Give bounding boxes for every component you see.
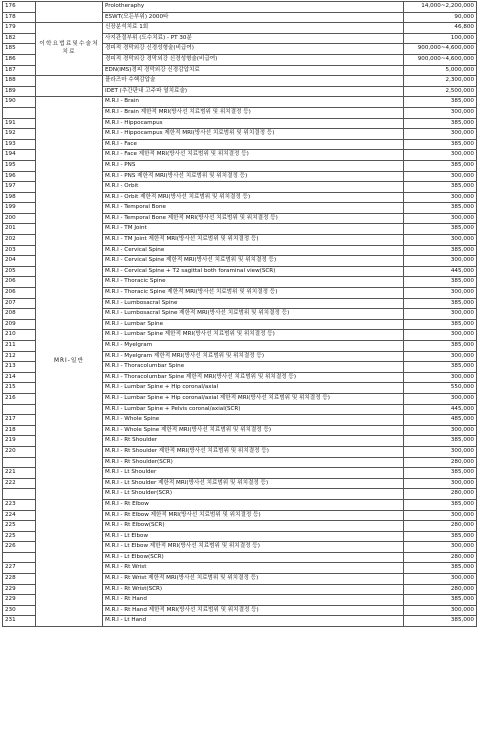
row-number: 208 [3, 309, 36, 320]
row-number: 176 [3, 2, 36, 13]
item-price: 300,000 [404, 256, 477, 267]
item-price: 300,000 [404, 393, 477, 404]
item-price: 300,000 [404, 171, 477, 182]
row-number: 209 [3, 319, 36, 330]
row-number: 204 [3, 256, 36, 267]
item-name: M.R.I - Lt Hand [103, 616, 404, 627]
category-label: 이학요법료및수술처치료 [39, 41, 99, 56]
item-price: 300,000 [404, 478, 477, 489]
row-number: 229 [3, 584, 36, 595]
item-price: 550,000 [404, 383, 477, 394]
item-name: 플라즈마 수핵감압술 [103, 76, 404, 87]
item-price: 485,000 [404, 415, 477, 426]
item-name: 사지관절부위 (도수치료) - PT 30분 [103, 33, 404, 44]
item-price: 385,000 [404, 436, 477, 447]
row-number: 224 [3, 510, 36, 521]
item-name: M.R.I - Lumbar Spine + Hip coronal/axial [103, 383, 404, 394]
row-number: 226 [3, 542, 36, 553]
item-name: M.R.I - Thoracolumbar Spine 제한적 MRI(방사선 치료범위 및 위치결정 등) [103, 372, 404, 383]
row-number: 212 [3, 351, 36, 362]
row-number: 222 [3, 478, 36, 489]
row-number: 185 [3, 44, 36, 55]
item-price: 385,000 [404, 563, 477, 574]
item-name: M.R.I - Rt Wrist [103, 563, 404, 574]
row-number: 227 [3, 563, 36, 574]
item-name: M.R.I - Cervical Spine [103, 245, 404, 256]
item-name: EDN(IMS)경피 경막외강 신경감압치료 [103, 65, 404, 76]
item-name: M.R.I - Temporal Bone 제한적 MRI(방사선 치료범위 및 위치결정 등) [103, 213, 404, 224]
row-number: 182 [3, 33, 36, 44]
item-name: M.R.I - Rt Elbow 제한적 MRI(방사선 치료범위 및 위치결정 등) [103, 510, 404, 521]
row-number: 218 [3, 425, 36, 436]
item-name: M.R.I - Myelgram [103, 341, 404, 352]
item-name: M.R.I - Lt Elbow(SCR) [103, 552, 404, 563]
row-number: 231 [3, 616, 36, 627]
item-name: M.R.I - Lumbosacral Spine 제한적 MRI(방사선 치료범위 및 위치결정 등) [103, 309, 404, 320]
row-number [3, 107, 36, 118]
item-name: M.R.I - Lumbar Spine + Hip coronal/axial 제한적 MRI(방사선 치료범위 및 위치결정 등) [103, 393, 404, 404]
item-name: M.R.I - Rt Wrist(SCR) [103, 584, 404, 595]
category-cell [36, 76, 103, 97]
item-price: 300,000 [404, 150, 477, 161]
row-number: 214 [3, 372, 36, 383]
row-number: 213 [3, 362, 36, 373]
item-price: 300,000 [404, 446, 477, 457]
item-price: 385,000 [404, 160, 477, 171]
item-price: 385,000 [404, 97, 477, 108]
item-name: 경피적 경막외강 경막외강 신경성형술(비급여) [103, 54, 404, 65]
item-price: 280,000 [404, 584, 477, 595]
row-number: 193 [3, 139, 36, 150]
item-name: M.R.I - Brain [103, 97, 404, 108]
item-price: 385,000 [404, 298, 477, 309]
row-number: 219 [3, 436, 36, 447]
item-price: 300,000 [404, 235, 477, 246]
item-name: M.R.I - Cervical Spine + T2 sagittal both foraminal view(SCR) [103, 266, 404, 277]
item-name: M.R.I - Hippocampus 제한적 MRI(방사선 치료범위 및 위치결정 등) [103, 129, 404, 140]
item-price: 300,000 [404, 510, 477, 521]
item-price: 280,000 [404, 457, 477, 468]
item-name: ESWT(모든부위) 2000타 [103, 12, 404, 23]
item-price: 385,000 [404, 245, 477, 256]
row-number: 192 [3, 129, 36, 140]
item-price: 300,000 [404, 351, 477, 362]
row-number: 217 [3, 415, 36, 426]
table-row [3, 2, 477, 13]
item-name: M.R.I - Lumbar Spine + Pelvis coronal/axial(SCR) [103, 404, 404, 415]
row-number [3, 489, 36, 500]
item-price: 100,000 [404, 33, 477, 44]
row-number: 215 [3, 383, 36, 394]
item-price: 385,000 [404, 362, 477, 373]
item-name: M.R.I - Orbit [103, 182, 404, 193]
row-number [3, 457, 36, 468]
row-number: 186 [3, 54, 36, 65]
item-price: 385,000 [404, 468, 477, 479]
item-price: 14,000~2,200,000 [404, 2, 477, 13]
row-number: 210 [3, 330, 36, 341]
item-price: 46,800 [404, 23, 477, 34]
item-price: 300,000 [404, 309, 477, 320]
item-price: 300,000 [404, 288, 477, 299]
row-number: 225 [3, 531, 36, 542]
fee-table [2, 1, 477, 627]
item-name: M.R.I - Rt Shoulder(SCR) [103, 457, 404, 468]
item-price: 90,000 [404, 12, 477, 23]
row-number: 207 [3, 298, 36, 309]
row-number: 230 [3, 605, 36, 616]
item-name: M.R.I - Rt Wrist 제한적 MRI(방사선 치료범위 및 위치결정 등) [103, 574, 404, 585]
item-price: 280,000 [404, 521, 477, 532]
item-price: 445,000 [404, 404, 477, 415]
item-name: M.R.I - Face 제한적 MRI(방사선 치료범위 및 위치결정 등) [103, 150, 404, 161]
row-number: 206 [3, 288, 36, 299]
item-price: 280,000 [404, 489, 477, 500]
item-price: 385,000 [404, 277, 477, 288]
row-number: 211 [3, 341, 36, 352]
table-row [3, 76, 477, 87]
item-name: M.R.I - Cervical Spine 제한적 MRI(방사선 치료범위 및 위치결정 등) [103, 256, 404, 267]
item-price: 385,000 [404, 616, 477, 627]
item-name: M.R.I - TM Joint [103, 224, 404, 235]
row-number [3, 404, 36, 415]
item-price: 385,000 [404, 203, 477, 214]
item-price: 385,000 [404, 118, 477, 129]
row-number: 200 [3, 213, 36, 224]
row-number: 187 [3, 65, 36, 76]
item-name: M.R.I - Lumbosacral Spine [103, 298, 404, 309]
item-price: 300,000 [404, 372, 477, 383]
item-price: 385,000 [404, 319, 477, 330]
item-price: 385,000 [404, 139, 477, 150]
item-price: 300,000 [404, 605, 477, 616]
item-price: 2,500,000 [404, 86, 477, 97]
row-number: 205 [3, 266, 36, 277]
item-name: M.R.I - Whole Spine 제한적 MRI(방사선 치료범위 및 위치결정 등) [103, 425, 404, 436]
table-row [3, 97, 477, 108]
item-name: M.R.I - Lt Shoulder(SCR) [103, 489, 404, 500]
item-name: M.R.I - Rt Shoulder 제한적 MRI(방사선 치료범위 및 위치결정 등) [103, 446, 404, 457]
row-number: 198 [3, 192, 36, 203]
item-name: 경피적 경막외강 신경성형술(비급여) [103, 44, 404, 55]
item-name: Prolotheraphy [103, 2, 404, 13]
item-price: 300,000 [404, 574, 477, 585]
item-price: 300,000 [404, 330, 477, 341]
fee-table-body [3, 2, 477, 627]
item-name: M.R.I - Whole Spine [103, 415, 404, 426]
item-name: M.R.I - Thoracic Spine [103, 277, 404, 288]
item-name: M.R.I - Orbit 제한적 MRI(방사선 치료범위 및 위치결정 등) [103, 192, 404, 203]
item-name: M.R.I - Thoracic Spine 제한적 MRI(방사선 치료범위 및 위치결정 등) [103, 288, 404, 299]
item-name: M.R.I - Lt Elbow [103, 531, 404, 542]
row-number: 195 [3, 160, 36, 171]
item-price: 445,000 [404, 266, 477, 277]
row-number: 228 [3, 574, 36, 585]
item-name: M.R.I - Rt Shoulder [103, 436, 404, 447]
row-number: 190 [3, 97, 36, 108]
row-number: 225 [3, 521, 36, 532]
item-name: M.R.I - Lumbar Spine [103, 319, 404, 330]
item-price: 385,000 [404, 224, 477, 235]
item-name: M.R.I - PNS 제한적 MRI(방사선 치료범위 및 위치결정 등) [103, 171, 404, 182]
item-name: M.R.I - Thoracolumbar Spine [103, 362, 404, 373]
item-price: 300,000 [404, 129, 477, 140]
category-cell [36, 23, 103, 76]
item-price: 385,000 [404, 182, 477, 193]
row-number: 197 [3, 182, 36, 193]
item-name: M.R.I - Temporal Bone [103, 203, 404, 214]
item-name: M.R.I - Myelgram 제한적 MRI(방사선 치료범위 및 위치결정 등) [103, 351, 404, 362]
category-cell [36, 2, 103, 23]
item-name: M.R.I - Rt Hand [103, 595, 404, 606]
category-cell [36, 97, 103, 627]
item-name: M.R.I - Brain 제한적 MRI(방사선 치료범위 및 위치결정 등) [103, 107, 404, 118]
item-name: M.R.I - Lt Shoulder 제한적 MRI(방사선 치료범위 및 위치결정 등) [103, 478, 404, 489]
item-name: M.R.I - Face [103, 139, 404, 150]
row-number: 203 [3, 245, 36, 256]
row-number: 221 [3, 468, 36, 479]
item-price: 2,300,000 [404, 76, 477, 87]
row-number: 206 [3, 277, 36, 288]
row-number: 216 [3, 393, 36, 404]
item-price: 280,000 [404, 552, 477, 563]
item-name: M.R.I - Lumbar Spine 제한적 MRI(방사선 치료범위 및 위치결정 등) [103, 330, 404, 341]
row-number: 199 [3, 203, 36, 214]
item-price: 5,000,000 [404, 65, 477, 76]
item-price: 300,000 [404, 192, 477, 203]
item-name: M.R.I - Rt Elbow(SCR) [103, 521, 404, 532]
row-number: 223 [3, 499, 36, 510]
table-row [3, 23, 477, 34]
item-price: 900,000~4,600,000 [404, 54, 477, 65]
row-number: 201 [3, 224, 36, 235]
row-number: 194 [3, 150, 36, 161]
item-name: IDET (추간판내 고주파 열치료술) [103, 86, 404, 97]
item-name: M.R.I - PNS [103, 160, 404, 171]
row-number [3, 552, 36, 563]
row-number: 220 [3, 446, 36, 457]
item-name: M.R.I - Lt Elbow 제한적 MRI(방사선 치료범위 및 위치결정 등) [103, 542, 404, 553]
item-name: M.R.I - Lt Shoulder [103, 468, 404, 479]
item-name: M.R.I - Rt Elbow [103, 499, 404, 510]
item-price: 300,000 [404, 107, 477, 118]
row-number: 191 [3, 118, 36, 129]
item-price: 385,000 [404, 595, 477, 606]
item-price: 900,000~4,600,000 [404, 44, 477, 55]
item-price: 385,000 [404, 531, 477, 542]
item-price: 300,000 [404, 542, 477, 553]
item-price: 385,000 [404, 499, 477, 510]
item-name: M.R.I - TM Joint 제한적 MRI(방사선 치료범위 및 위치결정 등) [103, 235, 404, 246]
category-label: MRI-일반 [53, 357, 85, 364]
item-price: 300,000 [404, 213, 477, 224]
item-name: M.R.I - Hippocampus [103, 118, 404, 129]
row-number: 188 [3, 76, 36, 87]
item-name: M.R.I - Rt Hand 제한적 MRI(방사선 치료범위 및 위치결정 등) [103, 605, 404, 616]
row-number: 196 [3, 171, 36, 182]
item-name: 신장분석치료 1회 [103, 23, 404, 34]
row-number: 178 [3, 12, 36, 23]
item-price: 300,000 [404, 425, 477, 436]
row-number: 202 [3, 235, 36, 246]
row-number: 179 [3, 23, 36, 34]
row-number: 189 [3, 86, 36, 97]
row-number: 229 [3, 595, 36, 606]
item-price: 385,000 [404, 341, 477, 352]
